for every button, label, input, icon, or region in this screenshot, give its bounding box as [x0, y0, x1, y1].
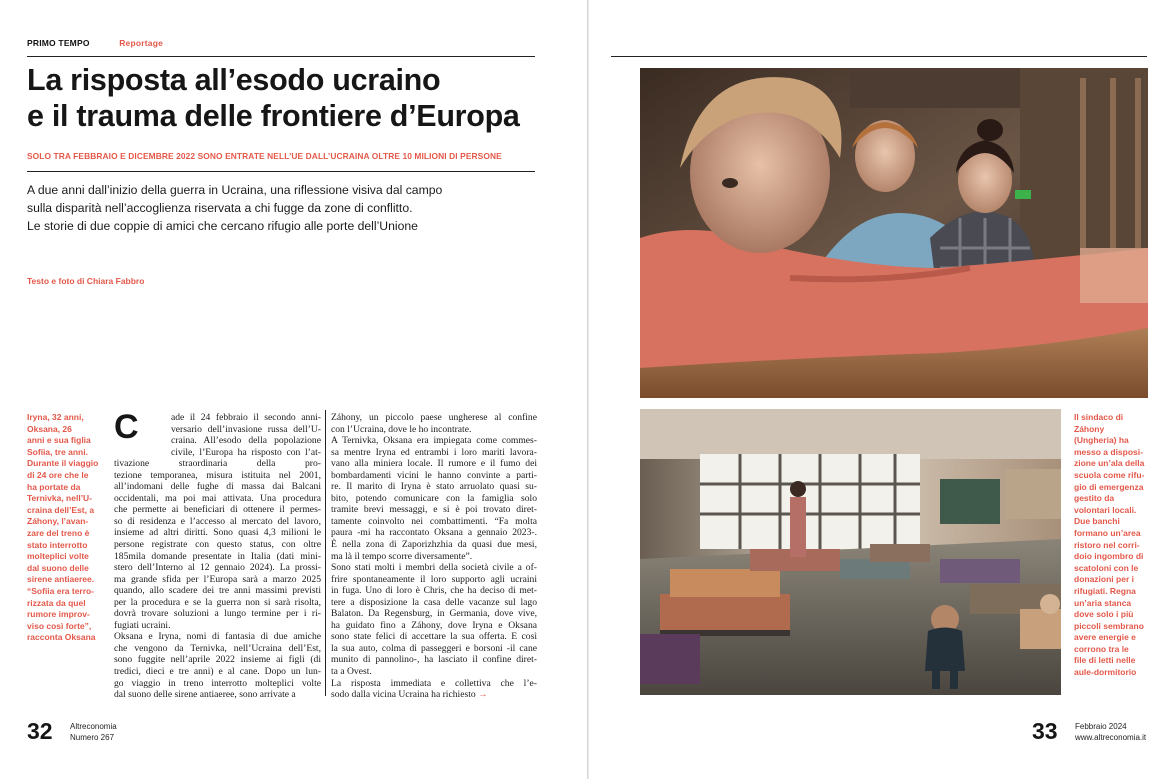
folio-meta — [70, 721, 117, 743]
caption-line: dal suono delle — [27, 562, 89, 573]
caption-line: sirene antiaeree. — [27, 574, 95, 585]
caption-line: ristoro nel corri- — [1074, 539, 1140, 550]
caption-line: rumore improv- — [27, 609, 90, 620]
caption-line: scuola come rifu- — [1074, 469, 1145, 480]
body-line: occidentali, ma poi mai attivata. Una procedura — [114, 492, 321, 504]
body-line: tivazione straordinaria della pro- — [114, 458, 321, 470]
body-line: ha guidato fino a Záhony, dove Iryna e Oksana — [331, 619, 537, 631]
body-line — [331, 689, 537, 701]
body-line: persone registrate con questo status, con oltre — [114, 539, 321, 551]
body-line: in fuga. Uno di loro è Chris, che ha deciso di met- — [331, 585, 537, 597]
body-line: vano alla miniera locale. Il rumore e il fumo dei — [331, 458, 537, 470]
body-line: dovrà trovare soluzioni a lungo termine per i ri- — [114, 608, 321, 620]
headline-line: La risposta all’esodo ucraino — [27, 63, 441, 97]
caption-line: Oksana, 26 — [27, 423, 72, 434]
caption-line: Záhony, l’avan- — [27, 516, 89, 527]
caption-line: zare del treno è — [27, 527, 90, 538]
body-line: fugiati ucraini. — [114, 619, 171, 631]
body-line: munito di pannolino-, ha lasciato il confine diret- — [331, 654, 537, 666]
caption-line: (Ungheria) ha — [1074, 435, 1129, 446]
body-line: A Ternivka, Oksana era impiegata come commes- — [331, 435, 537, 447]
website-link[interactable]: www.altreconomia.it — [1075, 733, 1147, 742]
body-line: Sono stati molti i membri della società civile a of- — [331, 562, 537, 574]
caption-line: doio ingombro di — [1074, 551, 1144, 562]
body-line: re. Il marito di Iryna è stato arruolato quasi su- — [331, 481, 537, 493]
body-line: Záhony, un piccolo paese ungherese al confine — [331, 412, 537, 423]
caption-line: volontari locali. — [1074, 504, 1137, 515]
body-line: 185mila domande presentate in Italia (dati mini- — [114, 550, 321, 562]
body-line: la sua auto, colma di passeggeri e borsoni -il cane — [331, 642, 537, 654]
caption-line: molteplici volte — [27, 551, 89, 562]
body-line: tamente coinvolto nei combattimenti. “Fa molta — [331, 515, 537, 527]
photo-caption-right — [1074, 412, 1154, 679]
caption-line: Ternivka, nell’U- — [27, 493, 93, 504]
magazine-name: Altreconomia — [70, 722, 117, 731]
caption-line: dove solo i più — [1074, 609, 1134, 620]
body-line: bito, potendo comunicare con la famiglia solo — [331, 492, 537, 504]
body-line: sono fuggite nell’aprile 2022 insieme ai figli (di — [114, 654, 321, 666]
caption-line: scatoloni con le — [1074, 562, 1139, 573]
subhead: SOLO TRA FEBBRAIO E DICEMBRE 2022 SONO ENTRATE NELL’UE DALL’UCRAINA OLTRE 10 MILIONI DI PERSONE — [27, 151, 502, 161]
intro-line: Le storie di due coppie di amici che cercano rifugio alle porte dell’Unione — [27, 219, 418, 233]
body-line: insieme ad altri diritti. Sono quasi 4,3 milioni le — [114, 527, 321, 539]
continue-arrow-icon: → — [478, 689, 488, 701]
body-line: tere a disposizione la casa delle vacanze sul lago — [331, 596, 537, 608]
caption-line: formano un’area — [1074, 527, 1141, 538]
category-label: Reportage — [119, 38, 164, 48]
body-line: con l’Ucraina, dove le ho incontrate. — [331, 423, 472, 435]
caption-line: stato interrotto — [27, 539, 88, 550]
caption-line: “Sofiia era terro- — [27, 585, 95, 596]
caption-line: anni e sua figlia — [27, 435, 91, 446]
intro — [27, 181, 537, 235]
caption-line: Iryna, 32 anni, — [27, 412, 84, 422]
caption-line: Sofiia, tre anni. — [27, 446, 88, 457]
caption-line: un’aria stanca — [1074, 597, 1132, 608]
body-line: È nella zona di Zaporizhzhia da quasi due mesi, — [331, 539, 537, 551]
body-line: bombardamenti vicini le hanno convinte a parti- — [331, 469, 537, 481]
body-line-text: sodo dalla vicina Ucraina ha richiesto — [331, 689, 476, 701]
body-line: La risposta immediata e collettiva che l’e- — [331, 677, 537, 689]
folio-meta — [1075, 721, 1146, 743]
body-line: ma là il tempo scorre diversamente”. — [331, 550, 473, 562]
caption-line: Due banchi — [1074, 516, 1120, 527]
body-line: go viaggio in treno interrotto molteplici volte — [114, 677, 321, 689]
intro-line: A due anni dall’inizio della guerra in Ucraina, una riflessione visiva dal campo — [27, 183, 443, 197]
caption-line: corrono tra le — [1074, 643, 1129, 654]
body-line: dal suono delle sirene antiaeree, sono arrivate a — [114, 689, 296, 701]
body-line: paura -mi ha raccontato Oksana a gennaio 2023-. — [331, 527, 537, 539]
body-line: frire spontaneamente il loro supporto agli ucraini — [331, 573, 537, 585]
body-line: tredici, dieci e tre anni) e al cane. Dopo un lun- — [114, 666, 321, 678]
column-rule — [325, 410, 326, 696]
body-line: sa mentre Iryna ed entrambi i loro mariti lavora- — [331, 446, 537, 458]
photo-school-dormitory — [640, 409, 1061, 695]
caption-line: aule-dormitorio — [1074, 667, 1137, 678]
body-line: tramite brevi messaggi, e si è poi trovato diret- — [331, 504, 537, 516]
caption-line: Durante il viaggio — [27, 458, 99, 469]
body-line: Balaton. Da Regensburg, in Germania, dove vive, — [331, 608, 537, 620]
body-column-1 — [114, 408, 321, 701]
caption-line: avere energie e — [1074, 632, 1136, 643]
body-line: Oksana e Iryna, nomi di fantasia di due amiche — [114, 631, 321, 643]
caption-line: di 24 ore che le — [27, 469, 89, 480]
caption-line: file di letti nelle — [1074, 655, 1136, 666]
caption-line: gestito da — [1074, 493, 1115, 504]
caption-line: rifugiati. Regna — [1074, 585, 1136, 596]
body-line: civile, l’Europa ha risposto con l’at- — [171, 446, 321, 458]
kicker — [27, 38, 163, 48]
caption-line: gio di emergenza — [1074, 481, 1144, 492]
top-rule — [27, 56, 535, 57]
intro-line: sulla disparità nell’accoglienza riservata a chi fugge da zone di conflitto. — [27, 201, 413, 215]
drop-cap: C — [114, 408, 139, 446]
page-number: 33 — [1032, 718, 1058, 744]
headline-line: e il trauma delle frontiere d’Europa — [27, 99, 520, 133]
body-column-2 — [331, 412, 537, 701]
caption-line: viso così forte”, — [27, 620, 92, 631]
photo-caption-left — [27, 412, 102, 644]
body-line: quando, allo scadere dei tre anni massimi previsti — [114, 585, 321, 597]
caption-line: donazioni per i — [1074, 574, 1134, 585]
body-line: all’indomani delle fughe di massa dai Balcani — [114, 481, 321, 493]
page-number: 32 — [27, 718, 53, 744]
body-line: stero dell’Interno al 12 gennaio 2024). La prossi- — [114, 562, 321, 574]
caption-line: craina dell’Est, a — [27, 504, 95, 515]
body-line: ade il 24 febbraio il secondo anni- — [171, 412, 321, 423]
caption-line: ha portate da — [27, 481, 81, 492]
body-line: craina. All’esodo della popolazione — [171, 435, 321, 447]
body-line: ta a Ovest. — [331, 666, 372, 678]
caption-line: piccoli sembrano — [1074, 620, 1144, 631]
left-page — [0, 0, 587, 779]
section-label: PRIMO TEMPO — [27, 38, 90, 48]
body-line: che permette ai beneficiari di ottenere il permes- — [114, 504, 321, 516]
body-line: che vengono da Ternivka, nell’Ucraina dell’Est, — [114, 642, 321, 654]
top-rule — [611, 56, 1147, 57]
caption-line: messo a disposi- — [1074, 446, 1143, 457]
subhead-rule — [27, 171, 535, 172]
issue-date: Febbraio 2024 — [1075, 722, 1127, 731]
right-page — [589, 0, 1175, 779]
body-line: so di residenza e l’accesso al mercato del lavoro, — [114, 515, 321, 527]
caption-line: Záhony — [1074, 423, 1105, 434]
body-line: ma grande sfida per l’Europa sarà a marzo 2025 — [114, 573, 321, 585]
body-line: versario dell’invasione russa dell’U- — [171, 423, 321, 435]
caption-line: racconta Oksana — [27, 632, 96, 643]
body-line: sono state felici di accettare la sua offerta. E così — [331, 631, 537, 643]
photo-girl-with-mothers — [640, 68, 1148, 398]
body-line: tezione temporanea, misura istituita nel 2001, — [114, 469, 321, 481]
caption-line: Il sindaco di — [1074, 412, 1124, 422]
caption-line: zione un’ala della — [1074, 458, 1145, 469]
headline — [27, 62, 542, 134]
byline: Testo e foto di Chiara Fabbro — [27, 276, 145, 286]
issue-number: Numero 267 — [70, 733, 115, 742]
body-line: per la procedura e se la guerra non si sarà risolta, — [114, 596, 321, 608]
caption-line: rizzata da quel — [27, 597, 86, 608]
